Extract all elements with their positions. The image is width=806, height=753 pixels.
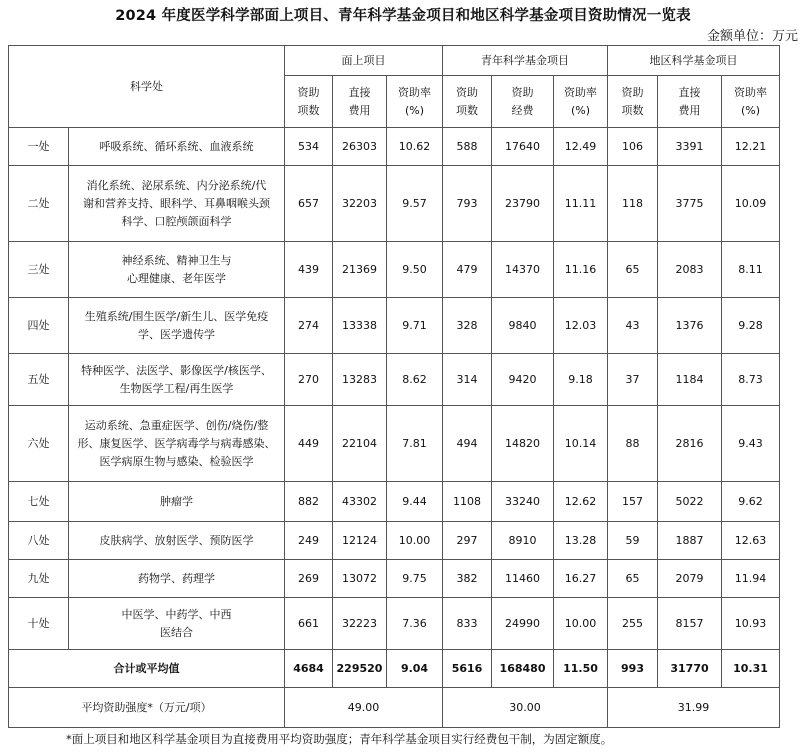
value-cell: 12.62 [554,482,608,522]
value-cell: 10.62 [387,128,443,166]
header-row-groups [9,46,780,76]
value-cell: 9840 [492,298,554,354]
value-cell: 1108 [443,482,492,522]
value-cell: 118 [608,166,658,242]
value-cell: 11460 [492,560,554,598]
table-row [9,128,780,166]
value-cell: 12.49 [554,128,608,166]
header-sub: 直接 费用 [658,76,722,128]
value-cell: 23790 [492,166,554,242]
table-row [9,560,780,598]
value-cell: 12124 [333,522,387,560]
value-cell: 9.50 [387,242,443,298]
table-row [9,166,780,242]
average-value: 49.00 [285,688,443,728]
value-cell: 33240 [492,482,554,522]
header-sub: 资助 项数 [608,76,658,128]
fields-cell: 生殖系统/围生医学/新生儿、医学免疫 学、医学遗传学 [69,298,285,354]
value-cell: 297 [443,522,492,560]
value-cell: 43 [608,298,658,354]
value-cell: 13072 [333,560,387,598]
value-cell: 106 [608,128,658,166]
total-value: 11.50 [554,650,608,688]
value-cell: 2083 [658,242,722,298]
value-cell: 833 [443,598,492,650]
value-cell: 9.57 [387,166,443,242]
value-cell: 2816 [658,406,722,482]
total-value: 31770 [658,650,722,688]
total-value: 9.04 [387,650,443,688]
value-cell: 12.21 [722,128,780,166]
value-cell: 328 [443,298,492,354]
value-cell: 274 [285,298,333,354]
fields-cell: 呼吸系统、循环系统、血液系统 [69,128,285,166]
value-cell: 14820 [492,406,554,482]
dept-cell: 四处 [9,298,69,354]
value-cell: 16.27 [554,560,608,598]
average-label: 平均资助强度*（万元/项） [9,688,285,728]
average-value: 30.00 [443,688,608,728]
value-cell: 11.11 [554,166,608,242]
table-row [9,482,780,522]
table-row [9,522,780,560]
value-cell: 65 [608,242,658,298]
total-value: 5616 [443,650,492,688]
dept-cell: 五处 [9,354,69,406]
value-cell: 32203 [333,166,387,242]
value-cell: 8157 [658,598,722,650]
total-value: 168480 [492,650,554,688]
value-cell: 9.75 [387,560,443,598]
value-cell: 13338 [333,298,387,354]
value-cell: 9.18 [554,354,608,406]
value-cell: 3391 [658,128,722,166]
value-cell: 588 [443,128,492,166]
total-label: 合计或平均值 [9,650,285,688]
total-row [9,650,780,688]
average-value: 31.99 [608,688,780,728]
value-cell: 12.03 [554,298,608,354]
value-cell: 8.73 [722,354,780,406]
header-sub: 资助率 (%) [722,76,780,128]
value-cell: 9420 [492,354,554,406]
value-cell: 32223 [333,598,387,650]
value-cell: 882 [285,482,333,522]
value-cell: 314 [443,354,492,406]
fields-cell: 消化系统、泌尿系统、内分泌系统/代 谢和营养支持、眼科学、耳鼻咽喉头颈 科学、口腔颅颌面科学 [69,166,285,242]
fields-cell: 皮肤病学、放射医学、预防医学 [69,522,285,560]
dept-cell: 九处 [9,560,69,598]
value-cell: 8.11 [722,242,780,298]
value-cell: 13283 [333,354,387,406]
fields-cell: 中医学、中药学、中西 医结合 [69,598,285,650]
fields-cell: 肿瘤学 [69,482,285,522]
value-cell: 255 [608,598,658,650]
header-sub: 资助 经费 [492,76,554,128]
header-sub: 资助 项数 [443,76,492,128]
value-cell: 14370 [492,242,554,298]
total-value: 4684 [285,650,333,688]
value-cell: 269 [285,560,333,598]
value-cell: 12.63 [722,522,780,560]
value-cell: 449 [285,406,333,482]
table-row [9,598,780,650]
value-cell: 534 [285,128,333,166]
value-cell: 10.00 [387,522,443,560]
value-cell: 21369 [333,242,387,298]
value-cell: 8910 [492,522,554,560]
value-cell: 10.93 [722,598,780,650]
value-cell: 13.28 [554,522,608,560]
value-cell: 1887 [658,522,722,560]
total-value: 993 [608,650,658,688]
footnote: *面上项目和地区科学基金项目为直接费用平均资助强度；青年科学基金项目实行经费包干制，为固定额度。 [66,732,613,746]
dept-cell: 一处 [9,128,69,166]
value-cell: 7.36 [387,598,443,650]
table-row [9,354,780,406]
header-sub: 资助率 (%) [554,76,608,128]
table-row [9,298,780,354]
value-cell: 9.62 [722,482,780,522]
value-cell: 439 [285,242,333,298]
value-cell: 661 [285,598,333,650]
header-sub: 资助 项数 [285,76,333,128]
table-body [9,46,780,728]
value-cell: 494 [443,406,492,482]
value-cell: 793 [443,166,492,242]
dept-cell: 七处 [9,482,69,522]
value-cell: 157 [608,482,658,522]
value-cell: 9.43 [722,406,780,482]
header-sub: 直接 费用 [333,76,387,128]
value-cell: 17640 [492,128,554,166]
dept-cell: 十处 [9,598,69,650]
total-value: 10.31 [722,650,780,688]
value-cell: 59 [608,522,658,560]
value-cell: 9.44 [387,482,443,522]
value-cell: 5022 [658,482,722,522]
value-cell: 26303 [333,128,387,166]
value-cell: 24990 [492,598,554,650]
funding-table [8,45,780,728]
value-cell: 1184 [658,354,722,406]
value-cell: 9.71 [387,298,443,354]
average-row [9,688,780,728]
dept-cell: 八处 [9,522,69,560]
value-cell: 43302 [333,482,387,522]
value-cell: 249 [285,522,333,560]
value-cell: 1376 [658,298,722,354]
value-cell: 22104 [333,406,387,482]
value-cell: 382 [443,560,492,598]
value-cell: 3775 [658,166,722,242]
value-cell: 7.81 [387,406,443,482]
header-group-youth: 青年科学基金项目 [443,46,608,76]
header-dept: 科学处 [9,46,285,128]
value-cell: 10.14 [554,406,608,482]
table-row [9,242,780,298]
value-cell: 2079 [658,560,722,598]
value-cell: 9.28 [722,298,780,354]
fields-cell: 药物学、药理学 [69,560,285,598]
unit-label: 金额单位：万元 [706,29,798,44]
fields-cell: 运动系统、急重症医学、创伤/烧伤/整 形、康复医学、医学病毒学与病毒感染、 医学病原生物与感染、检验医学 [69,406,285,482]
value-cell: 270 [285,354,333,406]
value-cell: 37 [608,354,658,406]
table-row [9,406,780,482]
total-value: 229520 [333,650,387,688]
value-cell: 479 [443,242,492,298]
value-cell: 11.16 [554,242,608,298]
value-cell: 8.62 [387,354,443,406]
value-cell: 11.94 [722,560,780,598]
value-cell: 65 [608,560,658,598]
header-sub: 资助率 (%) [387,76,443,128]
value-cell: 10.09 [722,166,780,242]
dept-cell: 三处 [9,242,69,298]
fields-cell: 特种医学、法医学、影像医学/核医学、 生物医学工程/再生医学 [69,354,285,406]
header-group-general: 面上项目 [285,46,443,76]
value-cell: 88 [608,406,658,482]
header-group-regional: 地区科学基金项目 [608,46,780,76]
dept-cell: 六处 [9,406,69,482]
dept-cell: 二处 [9,166,69,242]
fields-cell: 神经系统、精神卫生与 心理健康、老年医学 [69,242,285,298]
value-cell: 657 [285,166,333,242]
value-cell: 10.00 [554,598,608,650]
page-title: 2024 年度医学科学部面上项目、青年科学基金项目和地区科学基金项目资助情况一览表 [115,8,691,24]
